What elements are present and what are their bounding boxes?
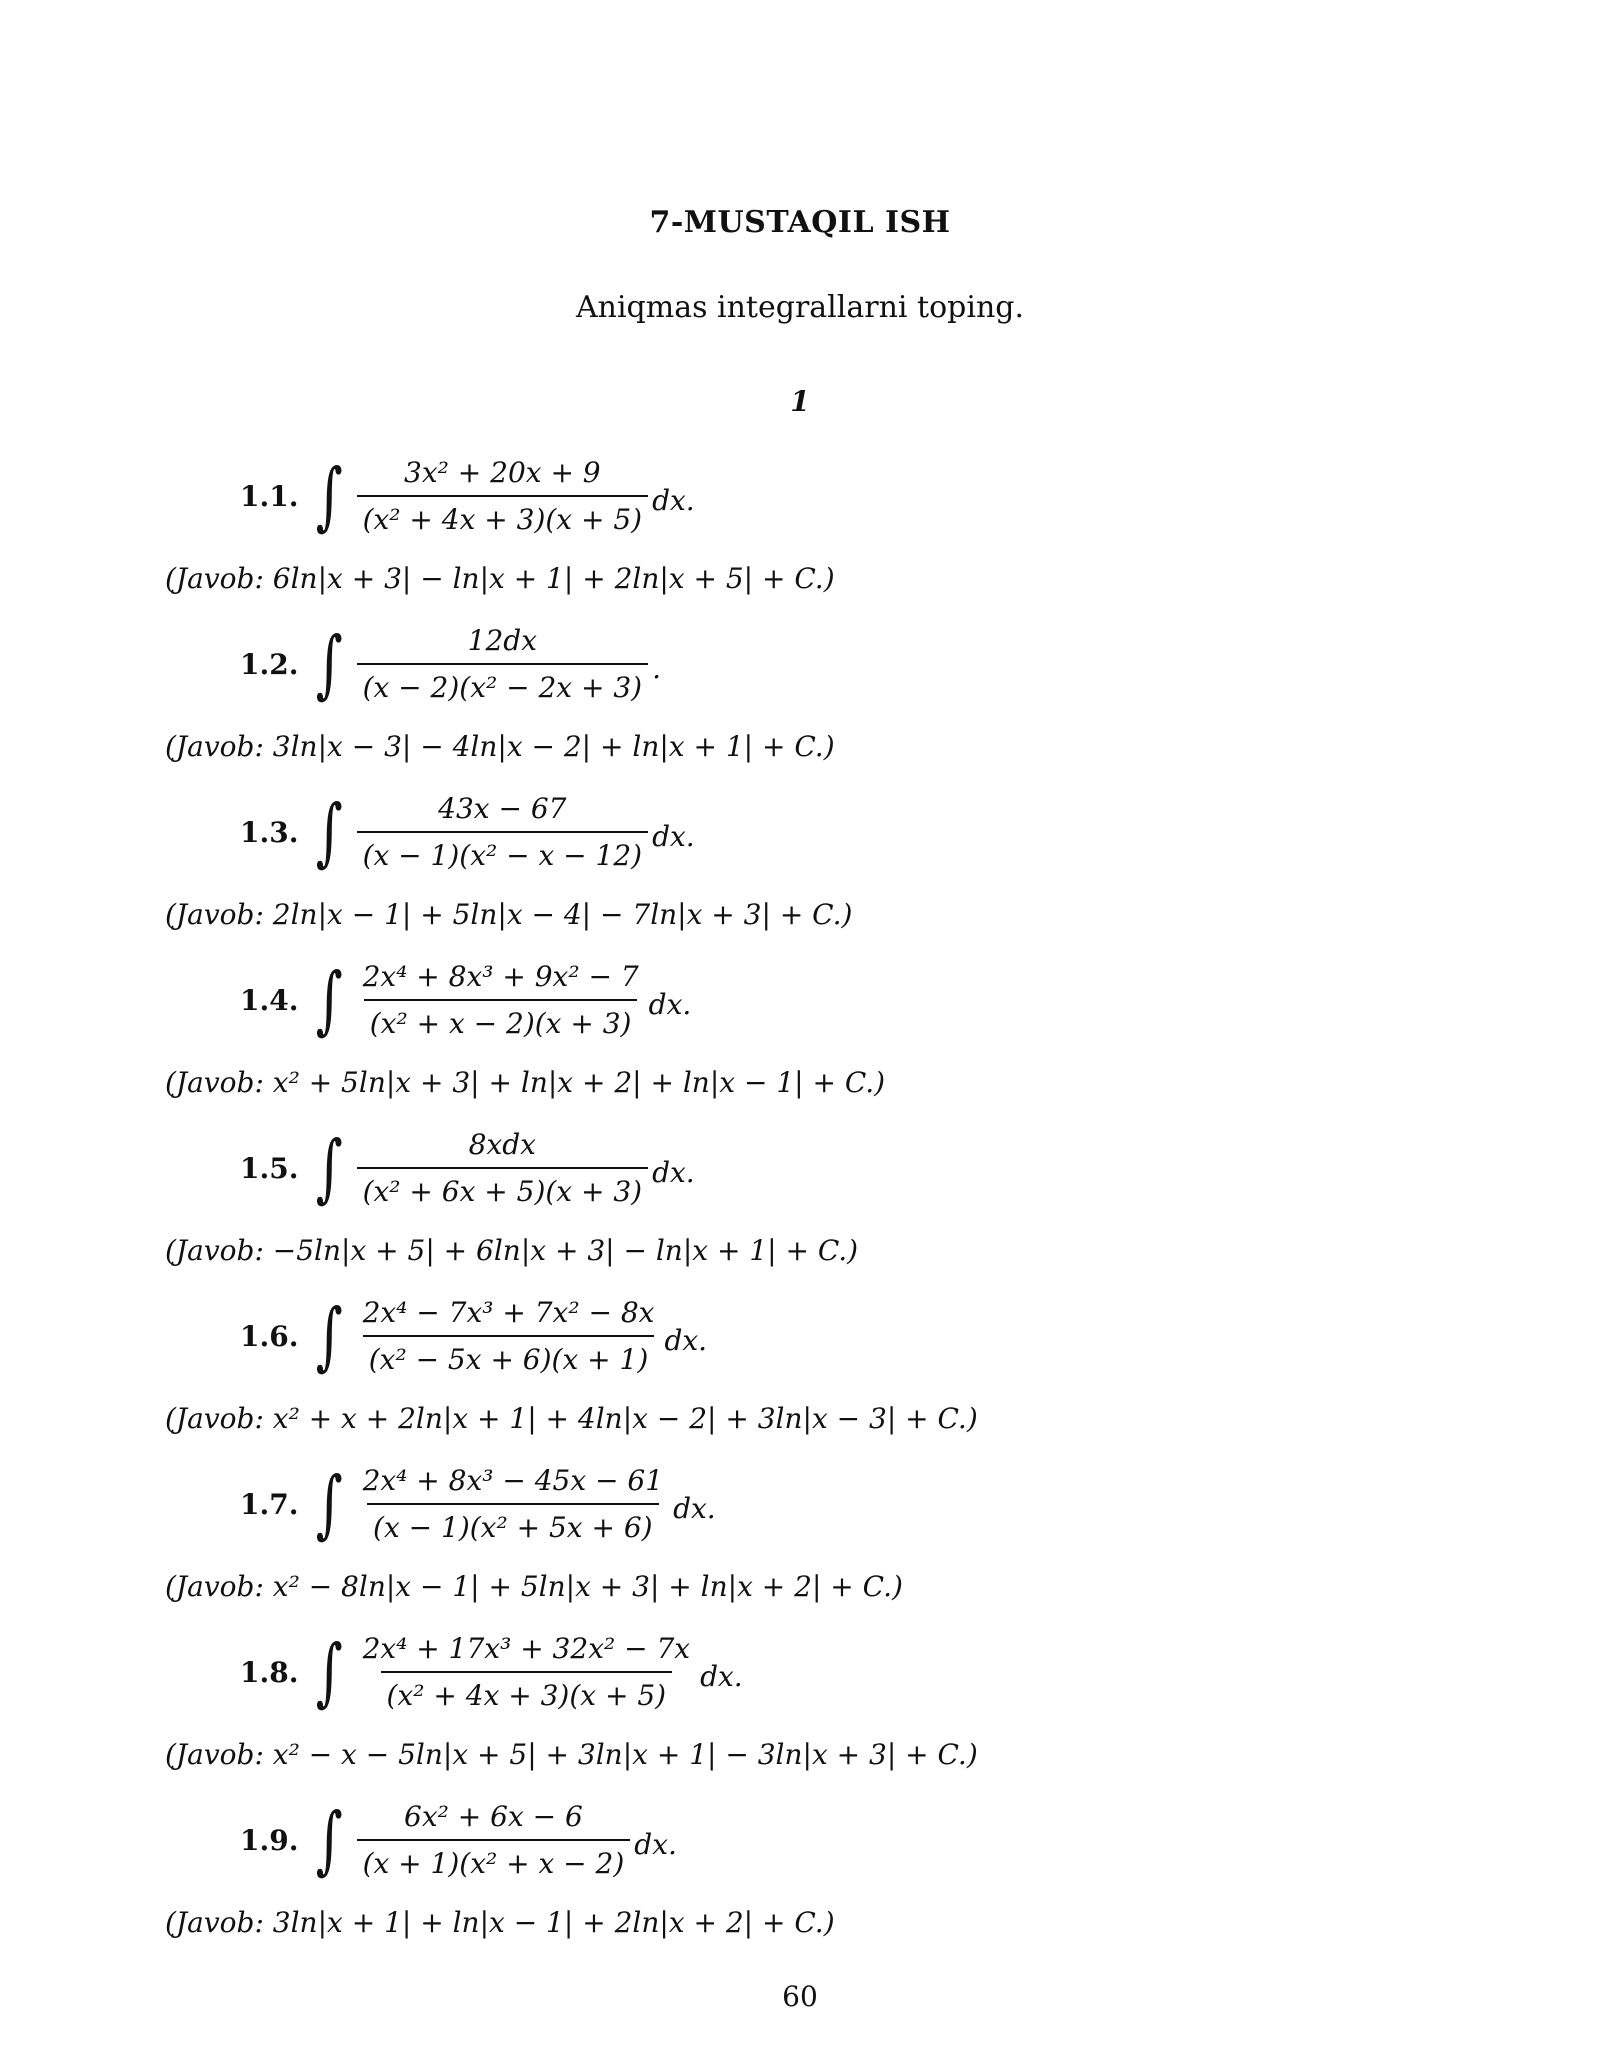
- page-subtitle: Aniqmas integrallarni toping.: [575, 290, 1025, 325]
- differential: dx.: [652, 483, 695, 517]
- fraction-numerator: 8xdx: [468, 1128, 536, 1161]
- answer-expression: 3ln|x + 1| + ln|x − 1| + 2ln|x + 2| + C.): [272, 1906, 835, 1939]
- problem-number: 1.6.: [240, 1319, 299, 1353]
- fraction: [357, 1296, 661, 1376]
- problem-number: 1.1.: [240, 479, 299, 513]
- problem-number: 1.2.: [240, 647, 299, 681]
- problem-statement: [240, 786, 695, 878]
- problem-statement: [240, 1794, 677, 1886]
- problem-statement: [240, 450, 695, 542]
- answer-label: (Javob:: [165, 1906, 264, 1939]
- differential: dx.: [652, 1155, 695, 1189]
- problem-number: 1.3.: [240, 815, 299, 849]
- fraction: [357, 456, 649, 536]
- problem-statement: [240, 618, 661, 710]
- answer-line: [165, 730, 835, 763]
- differential: dx.: [664, 1323, 708, 1357]
- integral-symbol: ∫: [315, 1797, 343, 1883]
- fraction: [357, 960, 645, 1040]
- integral-symbol: ∫: [315, 621, 343, 707]
- answer-expression: x² + x + 2ln|x + 1| + 4ln|x − 2| + 3ln|x − 3| + C.): [272, 1402, 978, 1435]
- problem-statement: [240, 1290, 707, 1382]
- answer-line: [165, 898, 852, 931]
- fraction: [357, 624, 649, 704]
- answer-expression: 3ln|x − 3| − 4ln|x − 2| + ln|x + 1| + C.): [272, 730, 835, 763]
- fraction-numerator: 2x⁴ − 7x³ + 7x² − 8x: [362, 1296, 655, 1329]
- integral-symbol: ∫: [315, 957, 343, 1043]
- page-number: 60: [782, 1980, 818, 2013]
- fraction-numerator: 2x⁴ + 17x³ + 32x² − 7x: [362, 1632, 691, 1665]
- differential: dx.: [673, 1491, 716, 1525]
- fraction-denominator: (x² + x − 2)(x + 3): [364, 999, 638, 1040]
- answer-label: (Javob:: [165, 1234, 264, 1267]
- fraction-denominator: (x − 1)(x² + 5x + 6): [367, 1503, 659, 1544]
- fraction: [357, 1800, 631, 1880]
- differential: .: [652, 651, 661, 685]
- answer-expression: x² − 8ln|x − 1| + 5ln|x + 3| + ln|x + 2| + C.): [272, 1570, 903, 1603]
- problem-item: [0, 1794, 1600, 1962]
- problem-statement: [240, 1122, 695, 1214]
- answer-label: (Javob:: [165, 1570, 264, 1603]
- fraction-denominator: (x² + 4x + 3)(x + 5): [357, 495, 649, 536]
- fraction-numerator: 43x − 67: [438, 792, 567, 825]
- answer-expression: x² + 5ln|x + 3| + ln|x + 2| + ln|x − 1| + C.): [272, 1066, 886, 1099]
- answer-line: [165, 562, 835, 595]
- fraction-numerator: 6x² + 6x − 6: [404, 1800, 583, 1833]
- answer-line: [165, 1234, 858, 1267]
- integral-symbol: ∫: [315, 453, 343, 539]
- answer-expression: −5ln|x + 5| + 6ln|x + 3| − ln|x + 1| + C.): [272, 1234, 859, 1267]
- fraction-denominator: (x² + 4x + 3)(x + 5): [381, 1671, 673, 1712]
- answer-line: [165, 1906, 835, 1939]
- differential: dx.: [648, 987, 692, 1021]
- problem-number: 1.5.: [240, 1151, 299, 1185]
- problem-item: [0, 786, 1600, 954]
- fraction-numerator: 12dx: [467, 624, 537, 657]
- problem-item: [0, 1626, 1600, 1794]
- differential: dx.: [700, 1659, 743, 1693]
- answer-expression: 2ln|x − 1| + 5ln|x − 4| − 7ln|x + 3| + C.): [272, 898, 853, 931]
- integral-symbol: ∫: [315, 1125, 343, 1211]
- answer-line: [165, 1738, 978, 1771]
- differential: dx.: [652, 819, 695, 853]
- integral-symbol: ∫: [315, 1461, 343, 1547]
- fraction-numerator: 2x⁴ + 8x³ + 9x² − 7: [362, 960, 639, 993]
- problem-statement: [240, 1626, 743, 1718]
- answer-label: (Javob:: [165, 898, 264, 931]
- fraction: [357, 792, 649, 872]
- page-title: 7-MUSTAQIL ISH: [649, 205, 951, 240]
- fraction-denominator: (x − 2)(x² − 2x + 3): [357, 663, 649, 704]
- integral-symbol: ∫: [315, 1629, 343, 1715]
- fraction: [357, 1464, 670, 1544]
- problem-item: [0, 450, 1600, 618]
- answer-line: [165, 1570, 903, 1603]
- answer-label: (Javob:: [165, 562, 264, 595]
- answer-label: (Javob:: [165, 1402, 264, 1435]
- answer-line: [165, 1066, 885, 1099]
- problem-item: [0, 1458, 1600, 1626]
- fraction-numerator: 2x⁴ + 8x³ − 45x − 61: [362, 1464, 664, 1497]
- integral-symbol: ∫: [315, 789, 343, 875]
- fraction-denominator: (x² − 5x + 6)(x + 1): [363, 1335, 655, 1376]
- differential: dx.: [634, 1827, 677, 1861]
- fraction: [357, 1128, 649, 1208]
- integral-symbol: ∫: [315, 1293, 343, 1379]
- answer-label: (Javob:: [165, 730, 264, 763]
- problem-number: 1.8.: [240, 1655, 299, 1689]
- answer-expression: 6ln|x + 3| − ln|x + 1| + 2ln|x + 5| + C.): [272, 562, 835, 595]
- problem-item: [0, 1122, 1600, 1290]
- fraction-numerator: 3x² + 20x + 9: [404, 456, 601, 489]
- problem-statement: [240, 954, 691, 1046]
- fraction-denominator: (x + 1)(x² + x − 2): [357, 1839, 631, 1880]
- problem-item: [0, 1290, 1600, 1458]
- fraction: [357, 1632, 697, 1712]
- problem-number: 1.9.: [240, 1823, 299, 1857]
- problem-item: [0, 618, 1600, 786]
- answer-expression: x² − x − 5ln|x + 5| + 3ln|x + 1| − 3ln|x + 3| + C.): [272, 1738, 978, 1771]
- problem-number: 1.4.: [240, 983, 299, 1017]
- answer-label: (Javob:: [165, 1066, 264, 1099]
- variant-number: 1: [790, 385, 810, 418]
- problem-list: [0, 450, 1600, 1962]
- problem-statement: [240, 1458, 716, 1550]
- fraction-denominator: (x − 1)(x² − x − 12): [357, 831, 649, 872]
- answer-line: [165, 1402, 978, 1435]
- problem-item: [0, 954, 1600, 1122]
- answer-label: (Javob:: [165, 1738, 264, 1771]
- problem-number: 1.7.: [240, 1487, 299, 1521]
- fraction-denominator: (x² + 6x + 5)(x + 3): [357, 1167, 649, 1208]
